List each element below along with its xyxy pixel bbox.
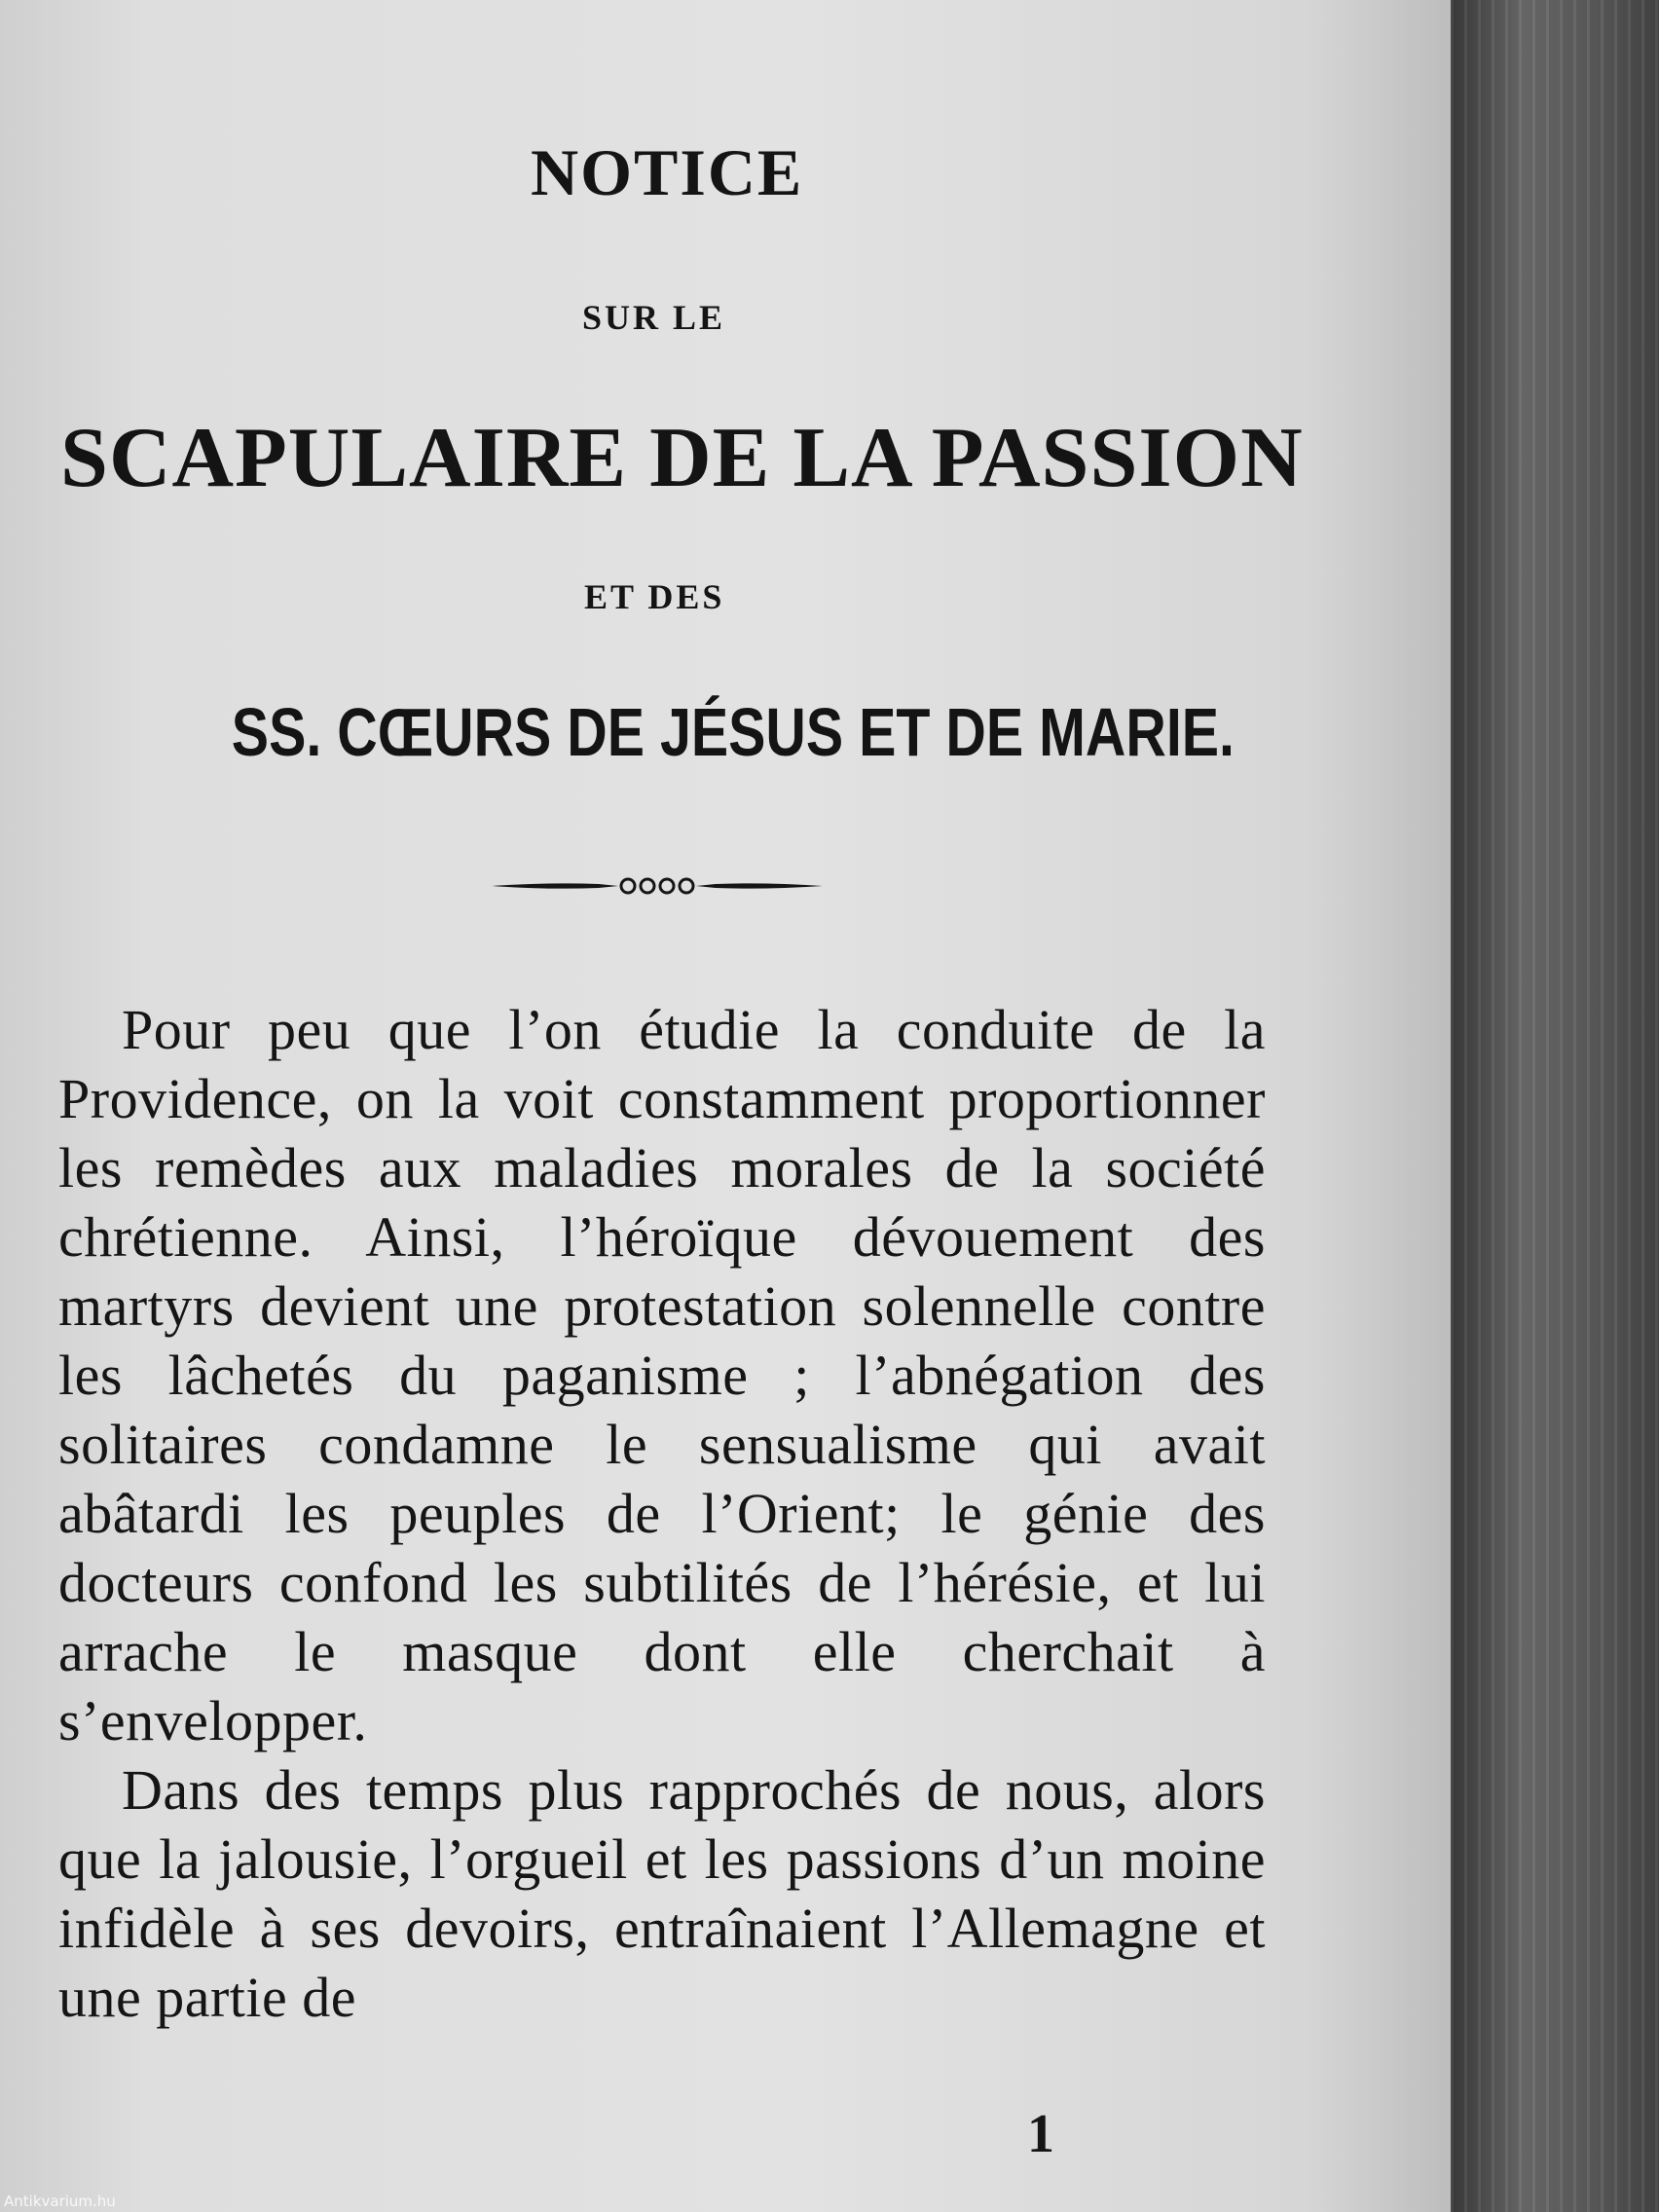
body-text [58,995,1266,2032]
title-notice: NOTICE [531,135,804,209]
page-number: 1 [1027,2104,1054,2164]
paragraph: Dans des temps plus rapprochés de nous, alors que la jalousie, l’orgueil et les passions d’un moine infidèle à ses devoirs, entraînaient l’Allemagne et une partie de [58,1758,1266,2029]
subtitle: SS. CŒURS DE JÉSUS ET DE MARIE. [231,694,1235,770]
ornament-divider-icon [492,868,823,903]
title-et-des: ET DES [584,577,725,616]
title-sur-le: SUR LE [582,298,726,337]
book-binding [1451,0,1659,2212]
paragraph: Pour peu que l’on étudie la conduite de la Providence, on la voit constamment proportionner les remèdes aux maladies morales de la société chrétienne. Ainsi, l’héroïque dévouement des martyrs devient une protestation solennelle contre les lâchetés du paganisme ; l’abnégation des solitaires condamne le sensualisme qui avait abâtardi les peuples de l’Orient; le génie des docteurs confond les subtilités de l’hérésie, et lui arrache le masque dont elle cherchait à s’envelopper. [58,998,1266,1752]
watermark: Antikvarium.hu [4,2193,116,2210]
main-title: SCAPULAIRE DE LA PASSION [60,411,1304,505]
